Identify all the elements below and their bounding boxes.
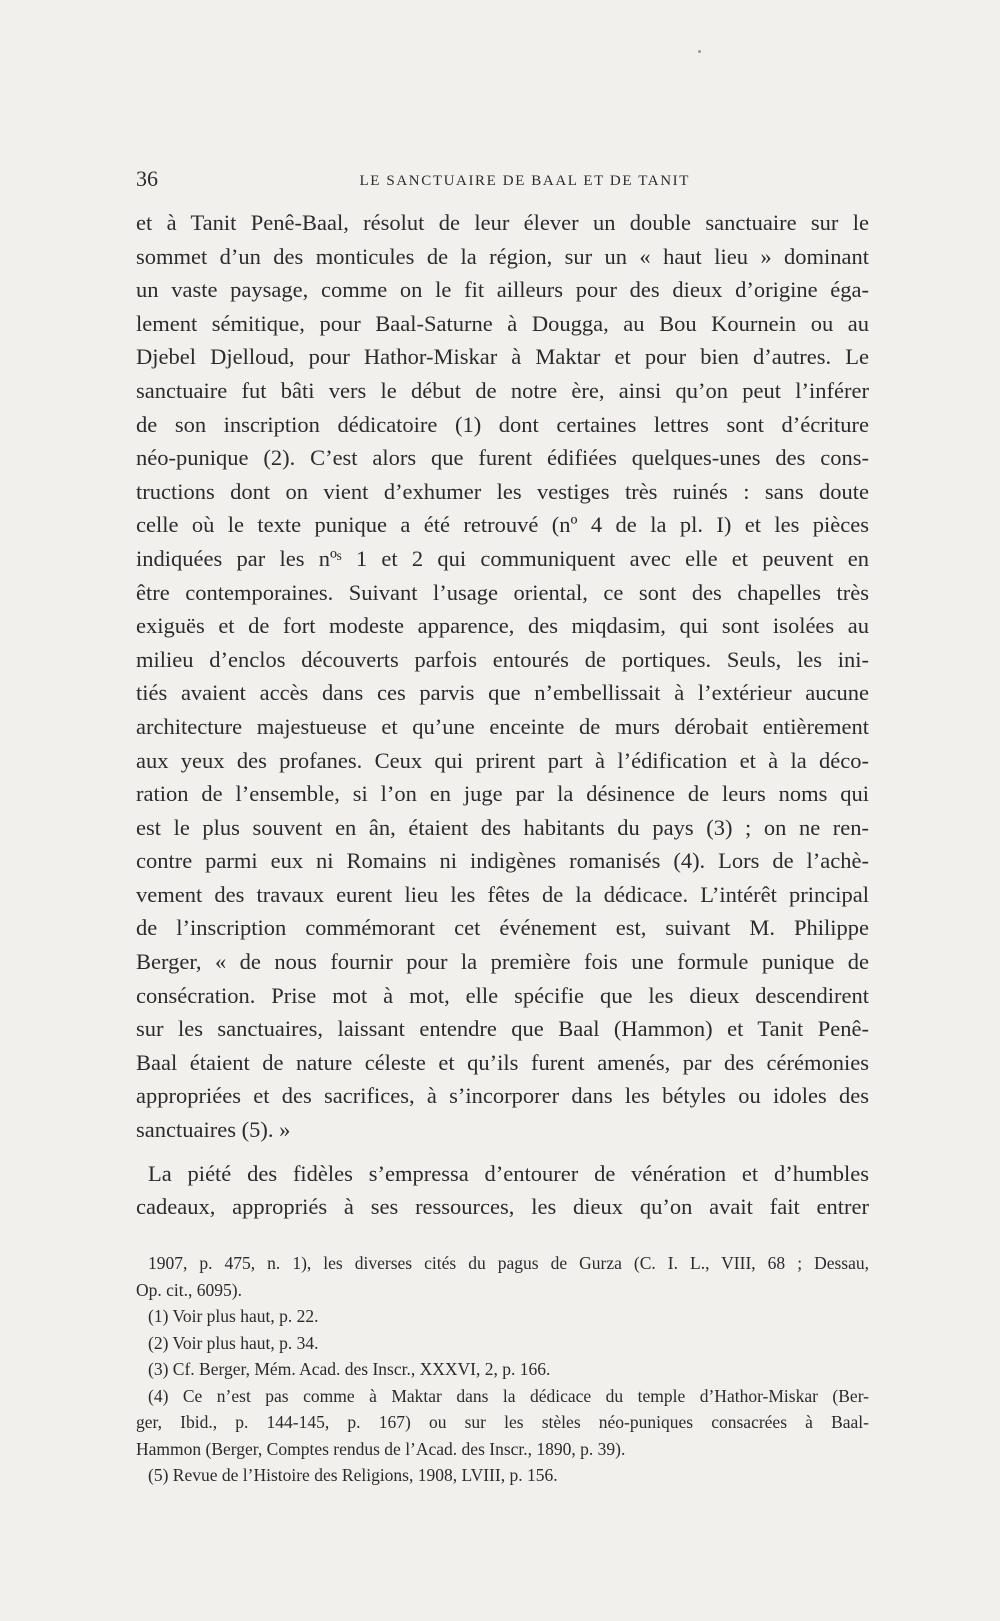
text-line: indiquées par les nºˢ 1 et 2 qui communiquent avec elle et peuvent en: [136, 545, 869, 571]
footnote-1: (1) Voir plus haut, p. 22.: [148, 1306, 319, 1326]
text-line: de son inscription dédicatoire (1) dont certaines lettres sont d’écriture: [136, 411, 869, 437]
text-line: sur les sanctuaires, laissant entendre que Baal (Hammon) et Tanit Penê-: [136, 1016, 869, 1042]
print-speck: [698, 50, 701, 53]
text-line: celle où le texte punique a été retrouvé (nº 4 de la pl. I) et les pièces: [136, 512, 869, 538]
text-line: sommet d’un des monticules de la région, sur un « haut lieu » dominant: [136, 243, 869, 269]
footnote-2: (2) Voir plus haut, p. 34.: [148, 1332, 319, 1353]
text-line: ration de l’ensemble, si l’on en juge par la désinence de leurs noms qui: [136, 781, 869, 807]
main-text: [136, 206, 869, 1224]
footnote-3: (3) Cf. Berger, Mém. Acad. des Inscr., XXXVI, 2, p. 166.: [148, 1359, 551, 1379]
text-line: un vaste paysage, comme on le fit ailleurs pour des dieux d’origine éga-: [136, 277, 869, 303]
footnote-line: ger, Ibid., p. 144-145, p. 167) ou sur les stèles néo-puniques consacrées à Baal-: [136, 1412, 869, 1432]
text-line: Djebel Djelloud, pour Hathor-Miskar à Maktar et pour bien d’autres. Le: [136, 344, 869, 370]
text-line: tructions dont on vient d’exhumer les vestiges très ruinés : sans doute: [136, 478, 869, 504]
text-line: sanctuaires (5). »: [136, 1117, 291, 1143]
text-line: cadeaux, appropriés à ses ressources, les dieux qu’on avait fait entrer: [136, 1194, 869, 1220]
text-line: lement sémitique, pour Baal-Saturne à Dougga, au Bou Kournein ou au: [136, 310, 869, 336]
running-title: LE SANCTUAIRE DE BAAL ET DE TANIT: [359, 173, 690, 189]
footnote-4: (4) Ce n’est pas comme à Maktar dans la dédicace du temple d’Hathor-Miskar (Ber-: [148, 1385, 869, 1406]
text-line: de l’inscription commémorant cet événement est, suivant M. Philippe: [136, 915, 869, 941]
text-line: Berger, « de nous fournir pour la première fois une formule punique de: [136, 949, 869, 975]
text-line: néo-punique (2). C’est alors que furent édifiées quelques-unes des cons-: [136, 445, 869, 471]
footnote-line: 1907, p. 475, n. 1), les diverses cités du pagus de Gurza (C. I. L., VIII, 68 ; Dessau,: [148, 1253, 869, 1273]
text-line: vement des travaux eurent lieu les fêtes de la dédicace. L’intérêt principal: [136, 881, 869, 907]
text-line: milieu d’enclos découverts parfois entourés de portiques. Seuls, les ini-: [136, 646, 869, 672]
text-line: consécration. Prise mot à mot, elle spécifie que les dieux descendirent: [136, 982, 869, 1008]
text-line: Baal étaient de nature céleste et qu’ils furent amenés, par des cérémonies: [136, 1049, 869, 1075]
text-line: aux yeux des profanes. Ceux qui prirent part à l’édification et à la déco-: [136, 747, 869, 773]
page-number: 36: [136, 166, 158, 191]
text-line: appropriées et des sacrifices, à s’incorporer dans les bétyles ou idoles des: [136, 1083, 869, 1109]
text-line: contre parmi eux ni Romains ni indigènes romanisés (4). Lors de l’achè-: [136, 848, 869, 874]
footnote-5: (5) Revue de l’Histoire des Religions, 1908, LVIII, p. 156.: [148, 1465, 558, 1485]
text-line: tiés avaient accès dans ces parvis que n’embellissait à l’extérieur aucune: [136, 680, 869, 706]
footnotes: [136, 1250, 869, 1489]
page-header: [136, 166, 690, 196]
text-line: être contemporaines. Suivant l’usage oriental, ce sont des chapelles très: [136, 579, 869, 605]
text-line: et à Tanit Penê-Baal, résolut de leur élever un double sanctuaire sur le: [136, 210, 869, 235]
text-line: exiguës et de fort modeste apparence, des miqdasim, qui sont isolées au: [136, 613, 869, 639]
footnote-line: Op. cit., 6095).: [136, 1279, 242, 1300]
text-line: sanctuaire fut bâti vers le début de notre ère, ainsi qu’on peut l’inférer: [136, 377, 869, 403]
text-line: architecture majestueuse et qu’une enceinte de murs dérobait entièrement: [136, 713, 869, 739]
footnote-line: Hammon (Berger, Comptes rendus de l’Acad. des Inscr., 1890, p. 39).: [136, 1438, 626, 1459]
text-line: est le plus souvent en ân, étaient des habitants du pays (3) ; on ne ren-: [136, 814, 869, 840]
paragraph-start-line: La piété des fidèles s’empressa d’entourer de vénération et d’humbles: [148, 1160, 869, 1186]
